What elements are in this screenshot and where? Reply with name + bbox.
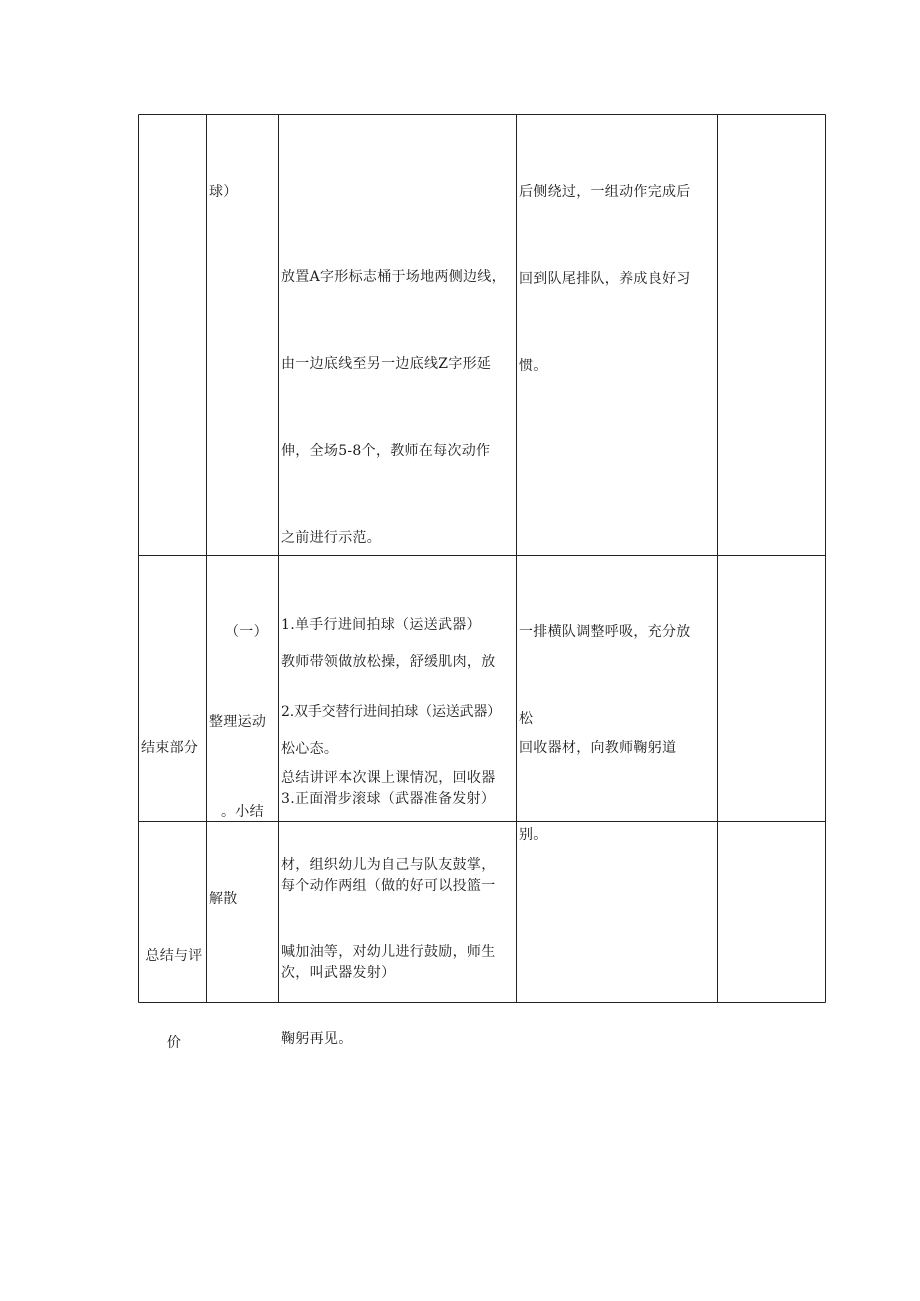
text-line: 别。	[519, 827, 548, 843]
text-line: 每个动作两组（做的好可以投篮一	[281, 878, 496, 894]
text-line: 材，组织幼儿为自己与队友鼓掌，	[281, 857, 496, 873]
text-line: 整理运动	[209, 714, 267, 730]
part-label: 结束部分	[141, 740, 199, 756]
text-line: 由一边底线至另一边底线Z字形延	[281, 356, 492, 372]
text-line: 一排横队调整呼吸，充分放	[519, 624, 691, 640]
row2-part-label	[141, 676, 207, 821]
text-line: 3.正面滑步滚球（武器准备发射）	[281, 791, 496, 807]
text-line: 总结讲评本次课上课情况，回收器	[281, 770, 496, 786]
text-line: 松心态。	[281, 741, 339, 757]
text-line: 回到队尾排队，养成良好习	[519, 271, 691, 287]
text-line: 之前进行示范。	[281, 530, 382, 546]
row3-part-label	[141, 884, 207, 1116]
text-line: 价	[166, 1035, 182, 1051]
text-line: 总结与评	[145, 948, 203, 964]
text-line: 回收器材，向教师鞠躬道	[519, 740, 677, 756]
text-line: 教师带领做放松操，舒缓肌肉，放	[281, 654, 496, 670]
text-line: 惯。	[519, 358, 548, 374]
text-line: 伸，全场5-8个，教师在每次动作	[281, 443, 491, 459]
row2-sub-col	[209, 560, 277, 972]
row2-requirement-b	[519, 676, 717, 908]
text-line: 球）	[209, 184, 238, 200]
text-line: 松	[519, 711, 534, 727]
text-line: 1.单手行进间拍球（运送武器）	[281, 617, 481, 633]
text-line: 解散	[209, 891, 238, 907]
text-line: 喊加油等，对幼儿进行鼓励，师生	[281, 944, 496, 960]
text-line: 次，叫武器发射）	[281, 965, 396, 981]
text-line: （一）	[225, 624, 268, 640]
text-line: 放置A字形标志桶于场地两侧边线，	[281, 269, 506, 285]
text-line: 2.双手交替行进间拍球（运送武器）	[281, 704, 501, 720]
text-line: 后侧绕过，一组动作完成后	[519, 184, 691, 200]
row2-activity-b	[281, 706, 517, 1112]
row1-requirement	[519, 120, 717, 439]
row1-sub-col	[209, 120, 277, 265]
text-line: 鞠躬再见。	[281, 1031, 353, 1047]
text-line: 。小结	[221, 804, 264, 820]
